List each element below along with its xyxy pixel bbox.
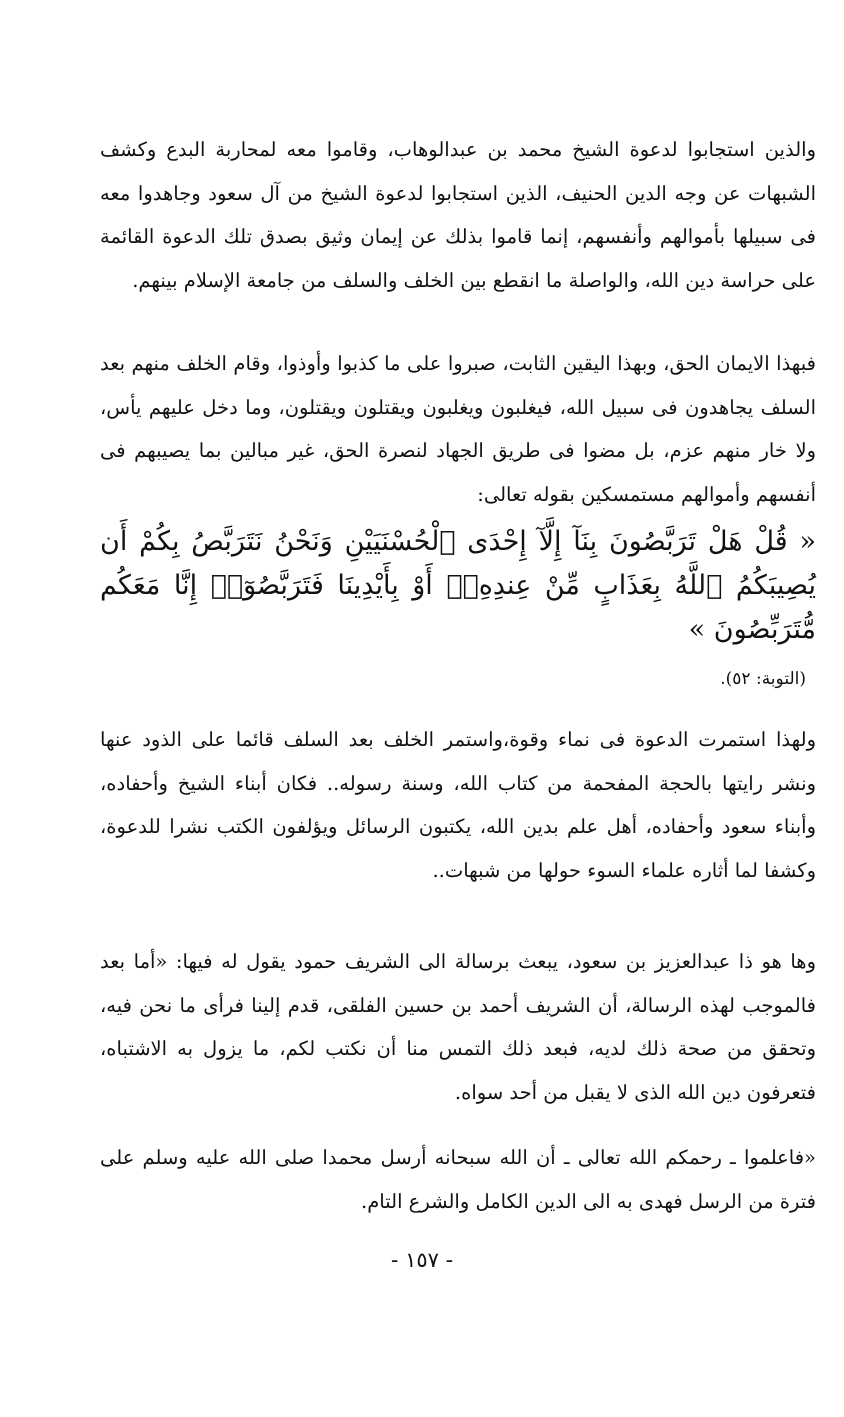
quran-verse: « قُلْ هَلْ تَرَبَّصُونَ بِنَآ إِلَّآ إِحْدَى ٱلْحُسْنَيَيْنِ وَنَحْنُ نَتَرَبَّصُ بِكُمْ أَن يُصِيبَكُمُ ٱللَّهُ بِعَذَابٍ مِّنْ عِندِهِۦٓ أَوْ بِأَيْدِينَا فَتَرَبَّصُوٓا۟ إِنَّا مَعَكُم مُّتَرَبِّصُونَ » — [100, 526, 816, 645]
paragraph-5: «فاعلموا ـ رحمكم الله تعالى ـ أن الله سبحانه أرسل محمدا صلى الله عليه وسلم على فترة من الرسل فهدى به الى الدين الكامل والشرع التام. — [100, 1146, 816, 1213]
paragraph-4: وها هو ذا عبدالعزيز بن سعود، يبعث برسالة الى الشريف حمود يقول له فيها: «أما بعد فالموجب لهذه الرسالة، أن الشريف أحمد بن حسين الفلقى، قدم إلينا فرأى ما نحن فيه، وتحقق من صحة ذلك لديه، فبعد ذلك التمس منا أن نكتب لكم، ما يزول به الاشتباه، فتعرفون دين الله الذى لا يقبل من أحد سواه. — [100, 950, 816, 1104]
paragraph-2: فبهذا الايمان الحق، وبهذا اليقين الثابت، صبروا على ما كذبوا وأوذوا، وقام الخلف منهم بعد السلف يجاهدون فى سبيل الله، فيغلبون ويغلبون ويقتلون ويقتلون، وما دخل عليهم يأس، ولا خار منهم عزم، بل مضوا فى طريق الجهاد لنصرة الحق، غير مبالين بما يصيبهم فى أنفسهم وأموالهم مستمسكين بقوله تعالى: — [100, 352, 816, 506]
paragraph-3: ولهذا استمرت الدعوة فى نماء وقوة،واستمر الخلف بعد السلف قائما على الذود عنها ونشر رايتها بالحجة المفحمة من كتاب الله، وسنة رسوله.. فكان أبناء الشيخ وأحفاده، وأبناء سعود وأحفاده، أهل علم بدين الله، يكتبون الرسائل ويؤلفون الكتب نشرا للدعوة، وكشفا لما أثاره علماء السوء حولها من شبهات.. — [100, 728, 816, 882]
verse-reference: (التوبة: ٥٢). — [720, 669, 806, 689]
page-number: - ١٥٧ - — [390, 1248, 454, 1272]
page-body — [100, 128, 816, 1223]
paragraph-1: والذين استجابوا لدعوة الشيخ محمد بن عبدالوهاب، وقاموا معه لمحاربة البدع وكشف الشبهات عن وجه الدين الحنيف، الذين استجابوا لدعوة الشيخ من آل سعود وجاهدوا معه فى سبيلها بأموالهم وأنفسهم، إنما قاموا بذلك عن إيمان وثيق بصدق تلك الدعوة القائمة على حراسة دين الله، والواصلة ما انقطع بين الخلف والسلف من جامعة الإسلام بينهم. — [100, 138, 816, 292]
